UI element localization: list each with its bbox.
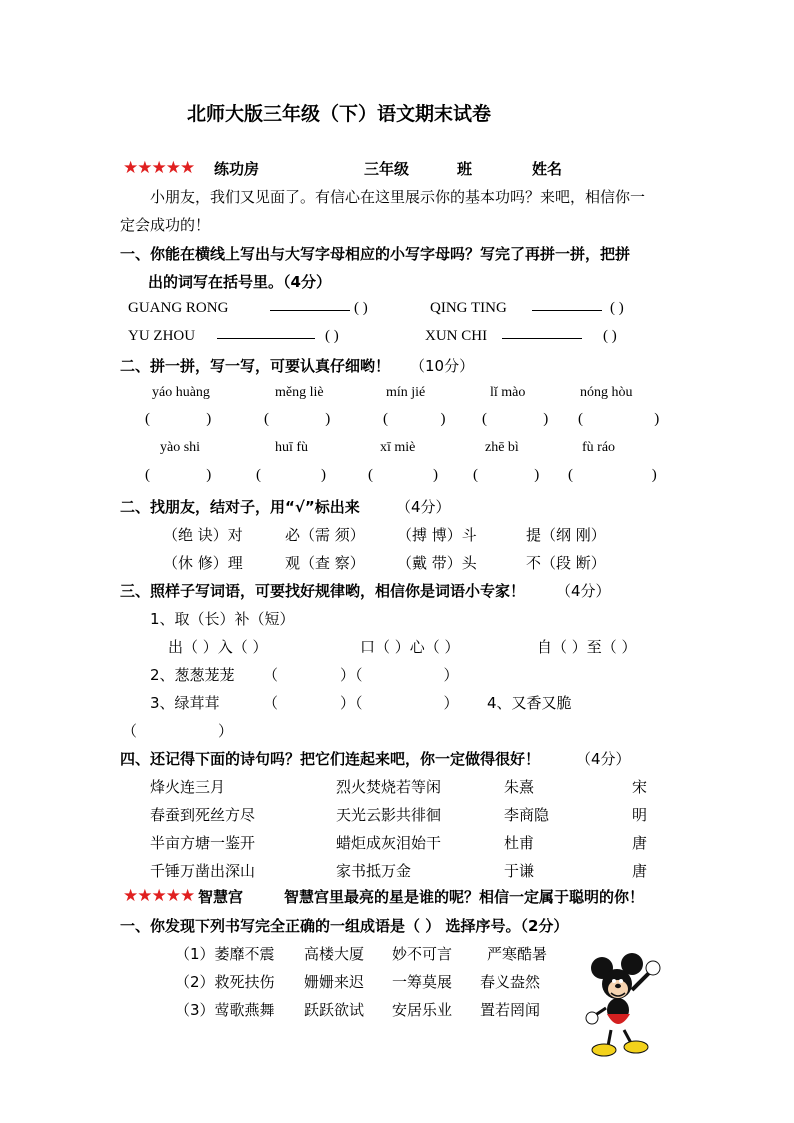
answer-line[interactable] [270,300,350,318]
pinyin: nóng hòu [580,385,633,400]
word-choice[interactable]: （休 修）理 [163,554,243,572]
section-label: 练功房 [214,160,260,178]
answer-paren[interactable]: ( ) [383,411,446,427]
idiom: 春义盎然 [480,973,541,991]
poet-name[interactable]: 杜甫 [504,834,535,852]
dynasty[interactable]: 唐 [632,862,648,880]
section-label: 智慧宫 [198,888,244,906]
question-title: 三、照样子写词语，可要找好规律哟，相信你是词语小专家！ [120,582,526,600]
poem-line[interactable]: 千锤万凿出深山 [150,862,256,880]
pinyin: fù ráo [582,440,616,455]
dynasty[interactable]: 明 [632,806,648,824]
intro-line: 小朋友，我们又见面了。有信心在这里展示你的基本功吗？来吧，相信你一 [150,188,646,206]
question-title: 四、还记得下面的诗句吗？把它们连起来吧，你一定做得很好！ [120,750,541,768]
idiom-option[interactable]: （3）莺歌燕舞 [175,1001,275,1019]
pinyin-item: GUANG RONG [128,300,229,316]
name-label: 姓名 [532,160,563,178]
pinyin-item: QING TING [430,300,507,316]
answer-paren[interactable]: ( ) [325,328,339,344]
answer-paren[interactable]: ( ) [603,328,617,344]
intro-line: 定会成功的！ [120,216,211,234]
answer-paren[interactable]: ( ) [354,300,368,316]
pinyin: měng liè [275,385,324,400]
idiom-option[interactable]: （2）救死扶伤 [175,973,275,991]
poet-name[interactable]: 于谦 [504,862,535,880]
poem-line[interactable]: 春蚕到死丝方尽 [150,806,256,824]
pinyin: mín jié [386,385,426,400]
score: （4分） [576,750,631,768]
poem-line[interactable]: 烈火焚烧若等闲 [336,778,442,796]
star-icon: ★★★★★ [123,158,195,178]
question-title: 二、找朋友，结对子，用“√”标出来 [120,498,360,516]
idiom: 高楼大厦 [304,945,365,963]
answer-line[interactable] [502,328,582,346]
score: （4分） [556,582,611,600]
pinyin: lǐ mào [490,385,526,400]
answer-paren[interactable]: ( ) [610,300,624,316]
pinyin: xī miè [380,440,416,455]
word-choice[interactable]: （搏 博）斗 [397,526,477,544]
word-choice[interactable]: 提（纲 刚） [526,526,606,544]
dynasty[interactable]: 唐 [632,834,648,852]
dynasty[interactable]: 宋 [632,778,648,796]
word-choice[interactable]: （戴 带）头 [397,554,477,572]
poem-line[interactable]: 天光云影共徘徊 [336,806,442,824]
poem-line[interactable]: 蜡炬成灰泪始干 [336,834,442,852]
poet-name[interactable]: 朱熹 [504,778,535,796]
idiom-option[interactable]: （1）萎靡不震 [175,945,275,963]
answer-paren[interactable]: （ ） [122,722,234,740]
word-choice[interactable]: 必（需 须） [285,526,365,544]
idiom: 安居乐业 [392,1001,453,1019]
answer-paren[interactable]: （ ）（ ） [263,694,459,712]
question-title: 二、拼一拼，写一写，可要认真仔细哟！ [120,357,391,375]
idiom: 严寒酷暑 [487,945,548,963]
idiom: 跃跃欲试 [304,1001,365,1019]
section-slogan: 智慧宫里最亮的星是谁的呢？相信一定属于聪明的你！ [284,888,645,906]
answer-paren[interactable]: ( ) [145,467,212,483]
answer-line[interactable] [532,300,602,318]
page-title: 北师大版三年级（下）语文期末试卷 [187,103,492,125]
fill-item[interactable]: 自（ ）至（ ） [537,638,637,656]
question-title: 出的词写在括号里。（4分） [148,273,331,291]
answer-line[interactable] [217,328,315,346]
answer-paren[interactable]: ( ) [256,467,326,483]
poem-line[interactable]: 半亩方塘一鉴开 [150,834,256,852]
answer-paren[interactable]: ( ) [264,411,331,427]
question-title: 一、你能在横线上写出与大写字母相应的小写字母吗？写完了再拼一拼，把拼 [120,245,631,263]
pinyin-item: YU ZHOU [128,328,196,344]
poet-name[interactable]: 李商隐 [504,806,550,824]
poem-line[interactable]: 家书抵万金 [336,862,412,880]
poem-line[interactable]: 烽火连三月 [150,778,226,796]
score: （4分） [396,498,451,516]
pinyin: yáo huàng [152,385,210,400]
example: 3、绿茸茸 [150,694,220,712]
example: 1、取（长）补（短） [150,610,295,628]
answer-paren[interactable]: （ ）（ ） [263,666,459,684]
fill-item[interactable]: 出（ ）入（ ） [168,638,268,656]
idiom: 妙不可言 [392,945,453,963]
answer-paren[interactable]: ( ) [368,467,438,483]
example: 4、又香又脆 [487,694,572,712]
star-icon: ★★★★★ [123,886,195,906]
word-choice[interactable]: 不（段 断） [526,554,606,572]
word-choice[interactable]: （绝 诀）对 [163,526,243,544]
class-label: 班 [457,160,473,178]
idiom: 姗姗来迟 [304,973,365,991]
question-title: 一、你发现下列书写完全正确的一组成语是（ ） 选择序号。（2分） [120,917,569,935]
mickey-mouse-icon [584,950,674,1060]
answer-paren[interactable]: ( ) [568,467,657,483]
idiom: 置若罔闻 [480,1001,541,1019]
example: 2、葱葱茏茏 [150,666,235,684]
grade-label: 三年级 [364,160,410,178]
pinyin-item: XUN CHI [425,328,488,344]
idiom: 一筹莫展 [392,973,453,991]
answer-paren[interactable]: ( ) [473,467,540,483]
word-choice[interactable]: 观（查 察） [285,554,365,572]
pinyin: huī fù [275,440,309,455]
answer-paren[interactable]: ( ) [578,411,660,427]
answer-paren[interactable]: ( ) [482,411,549,427]
fill-item[interactable]: 口（ ）心（ ） [360,638,460,656]
answer-paren[interactable]: ( ) [145,411,212,427]
score: （10分） [410,357,475,375]
pinyin: yào shi [160,440,201,455]
pinyin: zhē bì [485,440,519,455]
